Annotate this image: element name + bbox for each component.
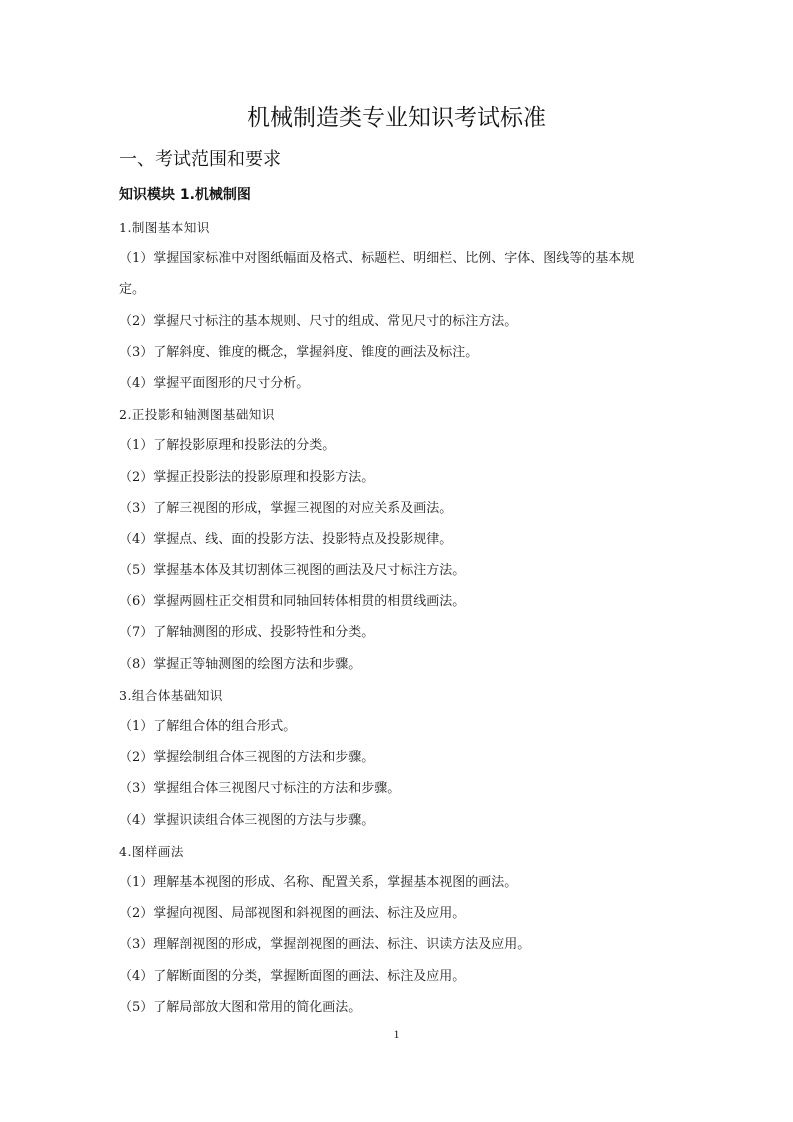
module-heading: 知识模块 1.机械制图: [119, 187, 251, 203]
document-title: 机械制造类专业知识考试标准: [247, 105, 546, 131]
section-heading: 一、考试范围和要求: [119, 149, 281, 170]
subsection-heading: 1.制图基本知识: [119, 220, 210, 235]
list-item: （2）掌握尺寸标注的基本规则、尺寸的组成、常见尺寸的标注方法。: [119, 313, 518, 329]
list-item: （1）理解基本视图的形成、名称、配置关系，掌握基本视图的画法。: [119, 874, 518, 890]
list-item: （6）掌握两圆柱正交相贯和同轴回转体相贯的相贯线画法。: [119, 594, 466, 610]
list-item: （3）了解三视图的形成，掌握三视图的对应关系及画法。: [119, 500, 453, 516]
list-item: （2）掌握正投影法的投影原理和投影方法。: [119, 469, 375, 485]
list-item: （5）了解局部放大图和常用的简化画法。: [119, 999, 362, 1015]
list-item: （4）掌握点、线、面的投影方法、投影特点及投影规律。: [119, 531, 453, 547]
list-item: （3）掌握组合体三视图尺寸标注的方法和步骤。: [119, 781, 401, 797]
list-item: （8）掌握正等轴测图的绘图方法和步骤。: [119, 656, 362, 672]
document-body: [119, 212, 679, 1023]
list-item: （4）掌握平面图形的尺寸分析。: [119, 375, 310, 391]
subsection-heading: 3.组合体基础知识: [119, 687, 223, 703]
list-item: （2）掌握向视图、局部视图和斜视图的画法、标注及应用。: [119, 906, 466, 922]
subsection-heading: 4.图样画法: [119, 843, 184, 859]
list-item: （5）掌握基本体及其切割体三视图的画法及尺寸标注方法。: [119, 563, 466, 579]
subsection-heading: 2.正投影和轴测图基础知识: [119, 407, 275, 423]
list-item: （4）了解断面图的分类，掌握断面图的画法、标注及应用。: [119, 968, 466, 984]
list-item: （1）了解组合体的组合形式。: [119, 719, 297, 734]
list-item: （1）掌握国家标准中对图纸幅面及格式、标题栏、明细栏、比例、字体、图线等的基本规: [119, 251, 635, 267]
list-item: （7）了解轴测图的形成、投影特性和分类。: [119, 625, 375, 641]
list-item: （4）掌握识读组合体三视图的方法与步骤。: [119, 812, 375, 828]
list-item: （2）掌握绘制组合体三视图的方法和步骤。: [119, 750, 375, 766]
list-item-continuation: 定。: [119, 282, 146, 298]
list-item: （3）理解剖视图的形成，掌握剖视图的画法、标注、识读方法及应用。: [119, 937, 531, 953]
page-number: 1: [393, 1027, 400, 1041]
list-item: （3）了解斜度、锥度的概念，掌握斜度、锥度的画法及标注。: [119, 344, 479, 360]
list-item: （1）了解投影原理和投影法的分类。: [119, 438, 336, 454]
